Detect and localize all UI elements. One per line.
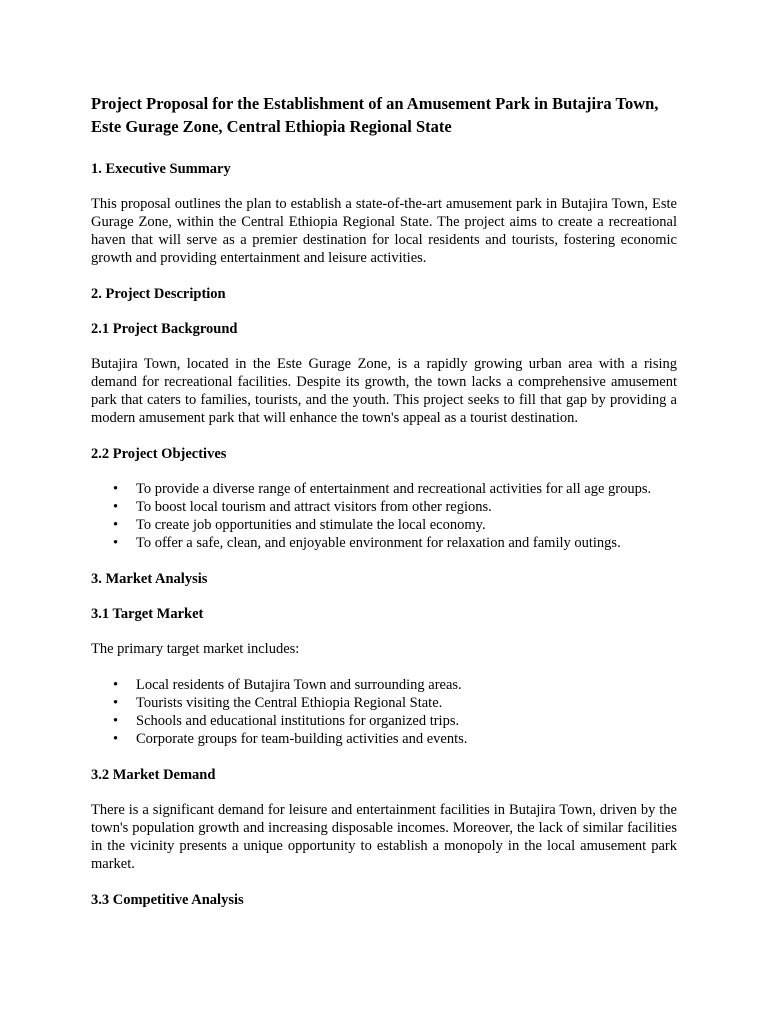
list-item <box>91 498 677 516</box>
paragraph-project-background: Butajira Town, located in the Este Gurage Zone, is a rapidly growing urban area with a rising demand for recreational facilities. Despite its growth, the town lacks a comprehensive amusement park that caters to families, tourists, and the youth. This project seeks to fill that gap by providing a modern amusement park that will enhance the town's appeal as a tourist destination. <box>91 356 677 426</box>
list-item <box>91 480 677 498</box>
bullet-icon: • <box>113 535 119 551</box>
bullet-icon: • <box>113 713 119 729</box>
heading-competitive-analysis: 3.3 Competitive Analysis <box>91 892 244 908</box>
paragraph-executive-summary: This proposal outlines the plan to establish a state-of-the-art amusement park in Butajira Town, Este Gurage Zone, within the Central Ethiopia Regional State. The project aims to create a recreational haven that will serve as a premier destination for local residents and tourists, fostering economic growth and providing entertainment and leisure activities. <box>91 196 677 266</box>
list-target-market <box>91 676 677 748</box>
paragraph-market-demand: There is a significant demand for leisure and entertainment facilities in Butajira Town, driven by the town's population growth and increasing disposable incomes. Moreover, the lack of similar facilities in the vicinity presents a unique opportunity to establish a monopoly in the local amusement park market. <box>91 802 677 872</box>
bullet-icon: • <box>113 677 119 693</box>
list-item <box>91 730 677 748</box>
bullet-icon: • <box>113 731 119 747</box>
list-item-text: Corporate groups for team-building activities and events. <box>136 731 468 747</box>
document-page <box>91 92 677 926</box>
bullet-icon: • <box>113 499 119 515</box>
list-item-text: Schools and educational institutions for organized trips. <box>136 713 460 729</box>
list-item-text: To boost local tourism and attract visitors from other regions. <box>136 499 492 515</box>
heading-project-background: 2.1 Project Background <box>91 321 238 337</box>
heading-market-analysis: 3. Market Analysis <box>91 571 208 587</box>
bullet-icon: • <box>113 481 119 497</box>
list-item <box>91 676 677 694</box>
list-item-text: To provide a diverse range of entertainment and recreational activities for all age groups. <box>136 481 652 497</box>
bullet-icon: • <box>113 695 119 711</box>
list-item <box>91 694 677 712</box>
list-item <box>91 516 677 534</box>
list-item-text: Tourists visiting the Central Ethiopia Regional State. <box>136 695 443 711</box>
list-project-objectives <box>91 480 677 552</box>
heading-target-market: 3.1 Target Market <box>91 606 204 622</box>
list-item-text: To create job opportunities and stimulate the local economy. <box>136 517 486 533</box>
heading-project-objectives: 2.2 Project Objectives <box>91 446 227 462</box>
list-item <box>91 534 677 552</box>
list-item-text: Local residents of Butajira Town and surrounding areas. <box>136 677 462 693</box>
bullet-icon: • <box>113 517 119 533</box>
list-item-text: To offer a safe, clean, and enjoyable environment for relaxation and family outings. <box>136 535 621 551</box>
heading-executive-summary: 1. Executive Summary <box>91 161 231 177</box>
heading-market-demand: 3.2 Market Demand <box>91 767 216 783</box>
list-item <box>91 712 677 730</box>
document-title: Project Proposal for the Establishment of an Amusement Park in Butajira Town, Este Gurage Zone, Central Ethiopia Regional State <box>91 94 659 136</box>
heading-project-description: 2. Project Description <box>91 286 226 302</box>
paragraph-target-market-intro: The primary target market includes: <box>91 641 300 657</box>
